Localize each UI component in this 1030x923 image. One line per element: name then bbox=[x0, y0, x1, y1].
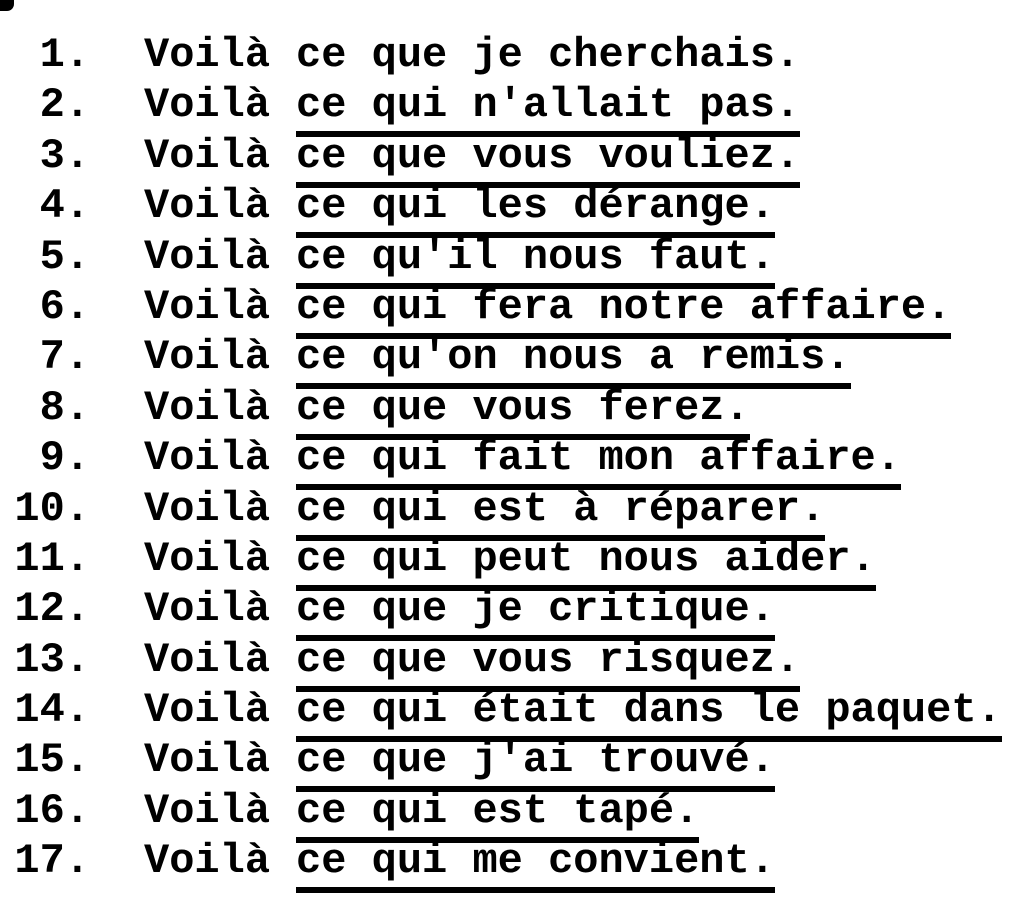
item-number: 17. bbox=[14, 837, 90, 886]
list-row bbox=[10, 433, 1002, 483]
item-lead: Voilà bbox=[144, 282, 271, 331]
item-phrase-underlined: ce qui me convient. bbox=[296, 837, 775, 893]
item-phrase-underlined: ce qui peut nous aider. bbox=[296, 535, 876, 591]
item-phrase-underlined: ce que j'ai trouvé. bbox=[296, 736, 775, 792]
item-phrase-underlined: ce qui les dérange. bbox=[296, 182, 775, 238]
item-phrase-underlined: ce qui est à réparer. bbox=[296, 485, 825, 541]
list-row bbox=[10, 282, 1002, 332]
item-phrase-underlined: ce qui est tapé. bbox=[296, 787, 699, 843]
list-row bbox=[10, 484, 1002, 534]
item-phrase-underlined: ce que je critique. bbox=[296, 585, 775, 641]
list-row bbox=[10, 836, 1002, 886]
item-number: 6. bbox=[39, 282, 90, 331]
item-phrase-underlined: ce que vous ferez. bbox=[296, 384, 750, 440]
item-lead: Voilà bbox=[144, 585, 271, 634]
list-row bbox=[10, 786, 1002, 836]
item-number: 13. bbox=[14, 635, 90, 684]
item-lead: Voilà bbox=[144, 534, 271, 583]
item-lead: Voilà bbox=[144, 786, 271, 835]
item-phrase-underlined: ce qu'on nous a remis. bbox=[296, 333, 851, 389]
item-number: 7. bbox=[39, 333, 90, 382]
item-number: 12. bbox=[14, 585, 90, 634]
list-row bbox=[10, 635, 1002, 685]
list-row bbox=[10, 332, 1002, 382]
scan-corner-artifact bbox=[0, 0, 14, 11]
item-phrase-underlined: ce qui fait mon affaire. bbox=[296, 434, 901, 490]
item-number: 1. bbox=[39, 31, 90, 79]
list-row bbox=[10, 181, 1002, 231]
item-lead: Voilà bbox=[144, 333, 271, 382]
item-phrase-underlined: ce qui était dans le paquet. bbox=[296, 686, 1002, 742]
item-lead: Voilà bbox=[144, 131, 271, 180]
item-lead: Voilà bbox=[144, 383, 271, 432]
item-number: 4. bbox=[39, 182, 90, 231]
item-phrase-underlined: ce qu'il nous faut. bbox=[296, 233, 775, 289]
item-phrase-underlined: ce que vous vouliez. bbox=[296, 132, 800, 188]
list-row bbox=[10, 232, 1002, 282]
item-number: 15. bbox=[14, 736, 90, 785]
exercise-list bbox=[10, 30, 1002, 887]
item-number: 8. bbox=[39, 383, 90, 432]
item-lead: Voilà bbox=[144, 736, 271, 785]
list-row bbox=[10, 30, 1002, 80]
item-phrase-underlined: ce que vous risquez. bbox=[296, 636, 800, 692]
item-lead: Voilà bbox=[144, 837, 271, 886]
item-lead: Voilà bbox=[144, 434, 271, 483]
item-phrase-underlined: ce qui n'allait pas. bbox=[296, 81, 800, 137]
item-phrase-underlined: ce qui fera notre affaire. bbox=[296, 283, 951, 339]
item-lead: Voilà bbox=[144, 232, 271, 281]
item-number: 11. bbox=[14, 534, 90, 583]
list-row bbox=[10, 685, 1002, 735]
list-row bbox=[10, 584, 1002, 634]
list-row bbox=[10, 131, 1002, 181]
item-number: 10. bbox=[14, 484, 90, 533]
list-row bbox=[10, 534, 1002, 584]
list-row bbox=[10, 80, 1002, 130]
item-number: 16. bbox=[14, 786, 90, 835]
item-number: 9. bbox=[39, 434, 90, 483]
list-row bbox=[10, 383, 1002, 433]
item-number: 5. bbox=[39, 232, 90, 281]
item-lead: Voilà bbox=[144, 182, 271, 231]
item-number: 14. bbox=[14, 686, 90, 735]
item-lead: Voilà bbox=[144, 635, 271, 684]
item-lead: Voilà bbox=[144, 81, 271, 130]
item-lead: Voilà bbox=[144, 686, 271, 735]
item-lead: Voilà bbox=[144, 31, 271, 79]
item-phrase: ce que je cherchais. bbox=[296, 31, 801, 79]
item-lead: Voilà bbox=[144, 484, 271, 533]
list-row bbox=[10, 735, 1002, 785]
item-number: 2. bbox=[39, 81, 90, 130]
item-number: 3. bbox=[39, 131, 90, 180]
